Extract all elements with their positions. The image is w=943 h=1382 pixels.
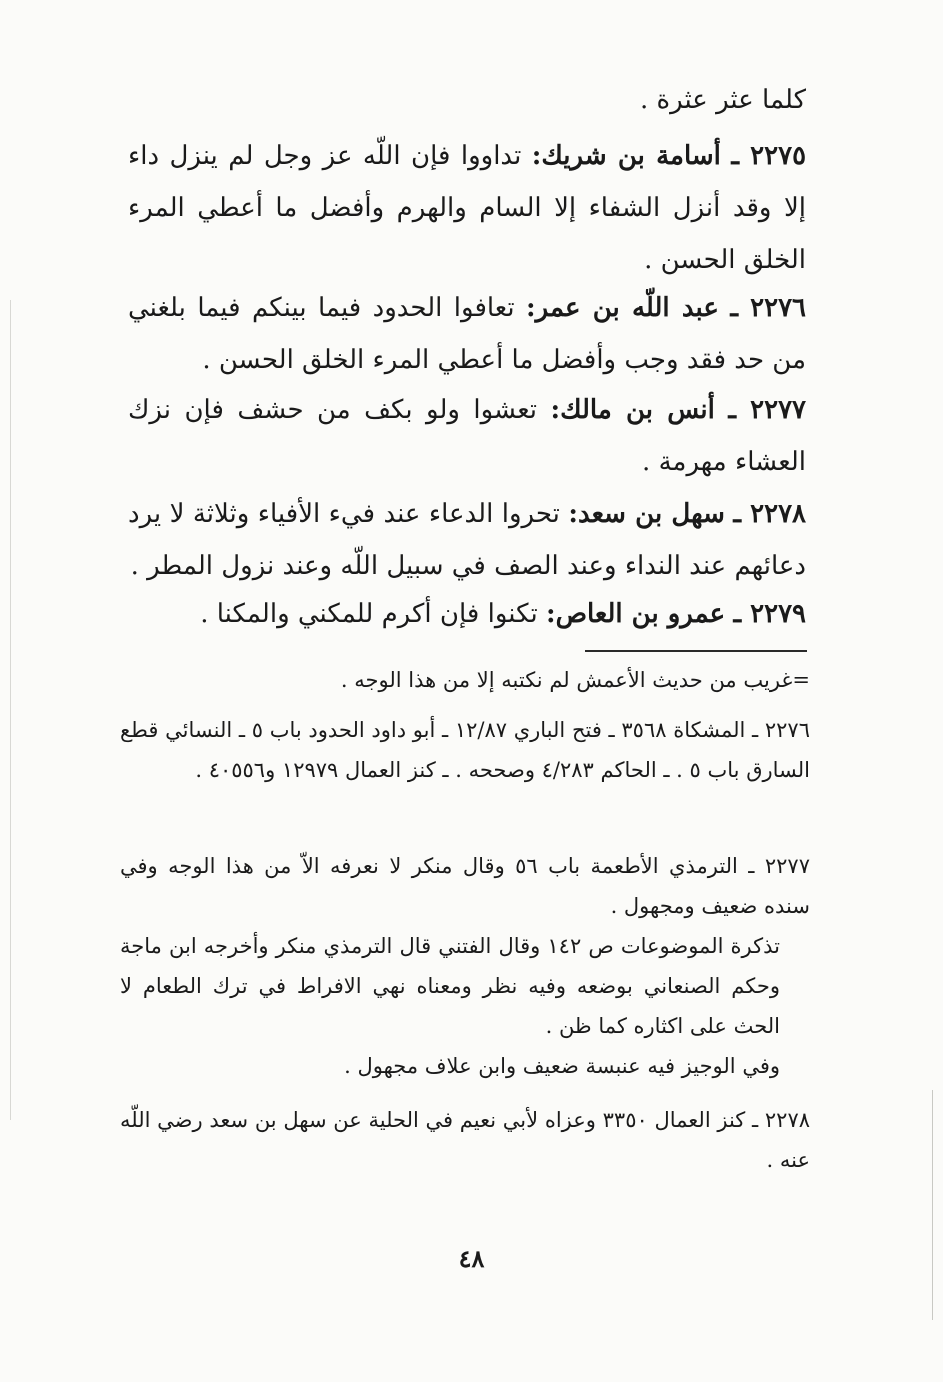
hadith-text: تداووا فإن اللّه عز وجل لم ينزل داء إلا وقد أنزل الشفاء إلا السام والهرم وأفضل ما أعطي المرء الخلق الحسن .: [128, 141, 806, 275]
footnote-2277-mawduat: تذكرة الموضوعات ص ١٤٢ وقال الفتني قال الترمذي منكر وأخرجه ابن ماجة وحكم الصنعاني بوضعه وفيه نظر ومعناه نهي الافراط في ترك الطعام لا الحث على اكثاره كما ظن .: [120, 934, 780, 1038]
intro-line: كلما عثر عثرة .: [639, 85, 806, 115]
hadith-text: تحروا الدعاء عند فيء الأفياء وثلاثة لا يرد دعائهم عند النداء وعند الصف في سبيل اللّه وعند نزول المطر .: [128, 499, 806, 581]
entry-2276: [128, 282, 806, 386]
entry-number: ٢٢٧٥ ـ: [731, 141, 807, 171]
entry-number: ٢٢٧٦ ـ: [730, 293, 807, 323]
hadith-text: تعشوا ولو بكف من حشف فإن نزك العشاء مهرمة .: [128, 395, 806, 477]
entry-2275: [128, 130, 806, 286]
page-number: ٤٨: [458, 1244, 485, 1273]
narrator-name: سهل بن سعد:: [568, 499, 725, 529]
entry-2277: [128, 384, 806, 488]
entry-2278: [128, 488, 806, 592]
hadith-text: تكنوا فإن أكرم للمكني والمكنا .: [200, 599, 538, 629]
entry-number: ٢٢٧٩ ـ: [733, 599, 806, 629]
narrator-name: أسامة بن شريك:: [531, 141, 721, 171]
entry-2279: [128, 588, 806, 640]
footnote-2277-wajiz: وفي الوجيز فيه عنبسة ضعيف وابن علاف مجهول .: [344, 1054, 780, 1078]
scan-edge-left: [10, 300, 11, 1120]
scan-edge-right: [932, 1090, 933, 1320]
entry-number: ٢٢٧٧ ـ: [728, 395, 807, 425]
footnote-separator: [585, 650, 807, 652]
footnote-continuation: =غريب من حديث الأعمش لم نكتبه إلا من هذا الوجه .: [340, 668, 810, 692]
footnote-2278: ٢٢٧٨ ـ كنز العمال ٣٣٥٠ وعزاه لأبي نعيم في الحلية عن سهل بن سعد رضي اللّه عنه .: [120, 1108, 811, 1172]
narrator-name: عبد اللّه بن عمر:: [526, 293, 719, 323]
narrator-name: أنس بن مالك:: [550, 395, 715, 425]
entry-number: ٢٢٧٨ ـ: [733, 499, 807, 529]
narrator-name: عمرو بن العاص:: [545, 599, 726, 629]
main-text: [128, 74, 806, 126]
hadith-text: تعافوا الحدود فيما بينكم فيما بلغني من حد فقد وجب وأفضل ما أعطي المرء الخلق الحسن .: [128, 293, 806, 375]
footnote-2276: ٢٢٧٦ ـ المشكاة ٣٥٦٨ ـ فتح الباري ١٢/٨٧ ـ أبو داود الحدود باب ٥ ـ النسائي قطع السارق باب ٥ . ـ الحاكم ٤/٢٨٣ وصححه . ـ كنز العمال ١٢٩٧٩ و٤٠٥٥٦ .: [120, 718, 810, 782]
footnote-2277: ٢٢٧٧ ـ الترمذي الأطعمة باب ٥٦ وقال منكر لا نعرفه الاّ من هذا الوجه وفي سنده ضعيف ومجهول .: [120, 854, 810, 918]
